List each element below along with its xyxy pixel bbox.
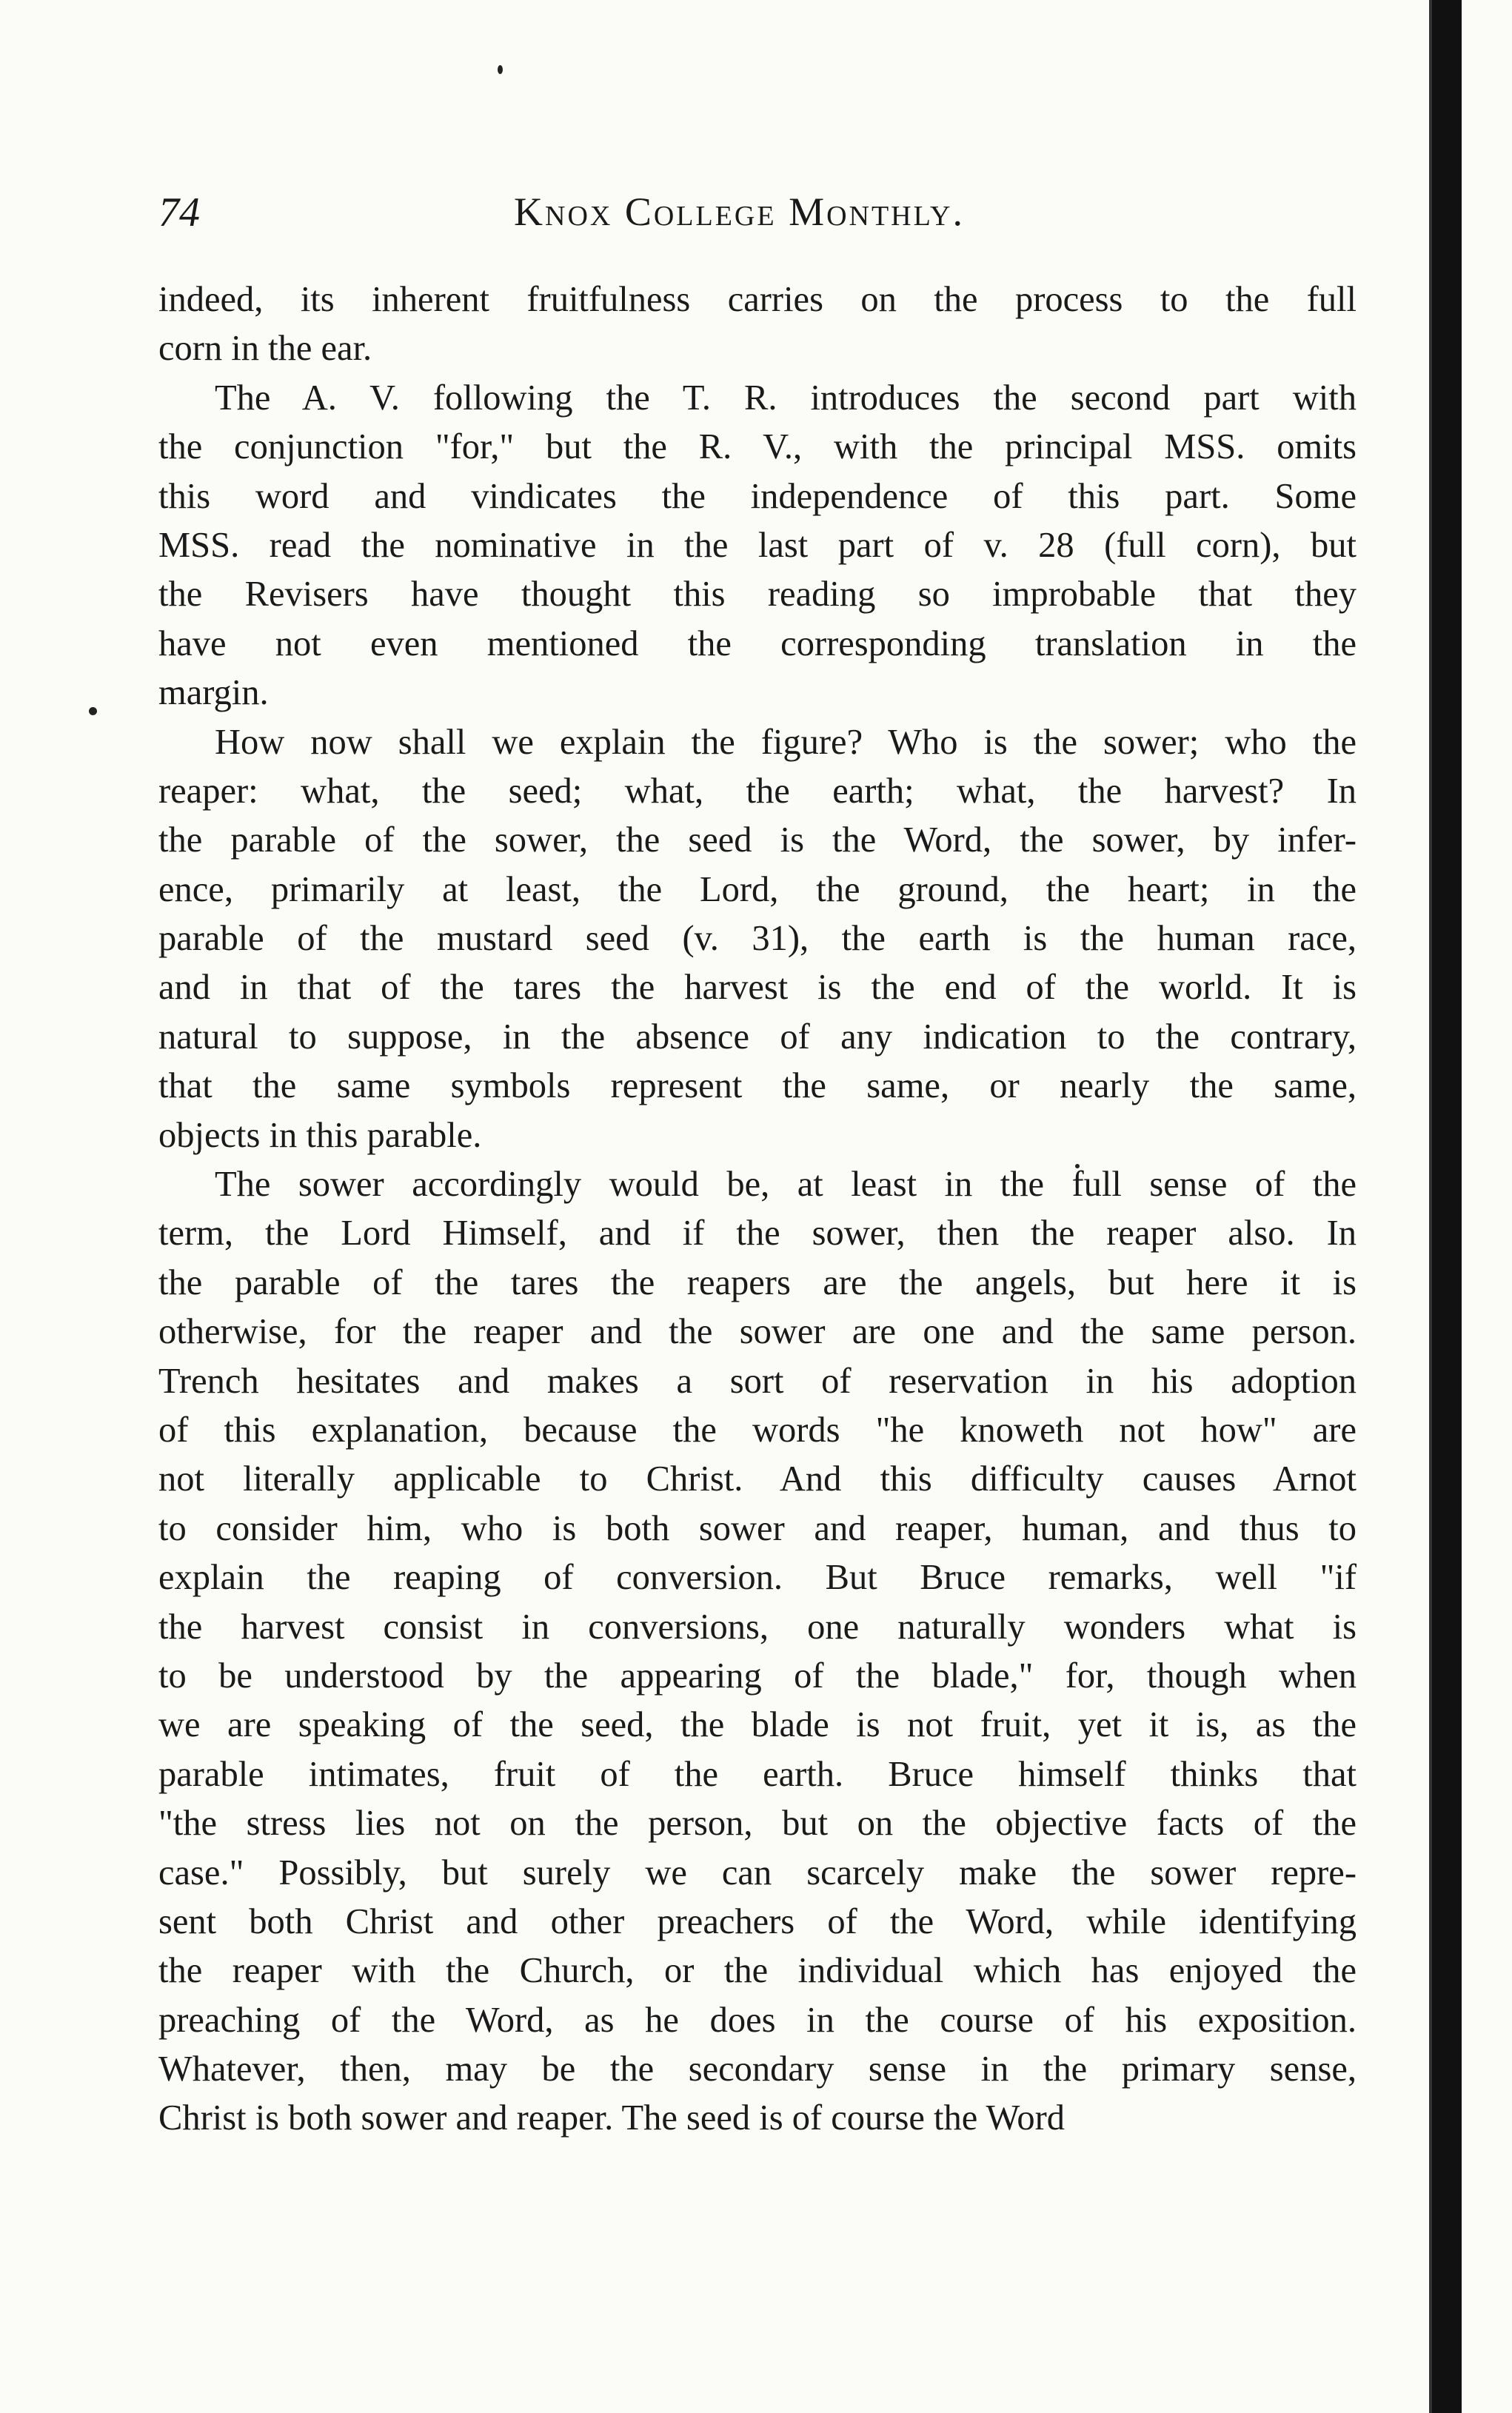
text-line: and in that of the tares the harvest is the end of the world. It is: [158, 968, 1357, 1008]
text-line: The sower accordingly would be, at least in the full sense of the: [215, 1165, 1357, 1205]
text-line: Whatever, then, may be the secondary sense in the primary sense,: [158, 2049, 1357, 2089]
text-line: indeed, its inherent fruitfulness carries on the process to the full: [158, 280, 1357, 319]
text-line: the parable of the sower, the seed is the Word, the sower, by infer-: [158, 820, 1357, 860]
text-line: this word and vindicates the independence of this part. Some: [158, 476, 1357, 516]
text-line: to be understood by the appearing of the blade," for, though when: [158, 1656, 1357, 1696]
text-line: the harvest consist in conversions, one naturally wonders what is: [158, 1607, 1357, 1647]
text-line: parable intimates, fruit of the earth. Bruce himself thinks that: [158, 1754, 1357, 1794]
text-line: that the same symbols represent the same, or nearly the same,: [158, 1066, 1357, 1106]
text-line: the conjunction "for," but the R. V., with the principal MSS. omits: [158, 427, 1357, 467]
text-line: objects in this parable.: [158, 1115, 482, 1155]
text-line: of this explanation, because the words "he knoweth not how" are: [158, 1410, 1357, 1450]
text-line: Trench hesitates and makes a sort of reservation in his adoption: [158, 1361, 1357, 1401]
text-line: "the stress lies not on the person, but on the objective facts of the: [158, 1804, 1357, 1844]
text-line: The A. V. following the T. R. introduces the second part with: [215, 378, 1357, 418]
page-header: [158, 189, 1343, 248]
text-line: the reaper with the Church, or the individual which has enjoyed the: [158, 1951, 1357, 1991]
text-line: term, the Lord Himself, and if the sower, then the reaper also. In: [158, 1214, 1357, 1254]
text-line: the parable of the tares the reapers are the angels, but here it is: [158, 1262, 1357, 1302]
text-line: otherwise, for the reaper and the sower are one and the same person.: [158, 1312, 1357, 1352]
text-line: not literally applicable to Christ. And this difficulty causes Arnot: [158, 1459, 1357, 1499]
running-title: Knox College Monthly.: [514, 190, 965, 234]
scan-speck: [89, 707, 97, 715]
text-line: to consider him, who is both sower and reaper, human, and thus to: [158, 1508, 1357, 1548]
text-line: ence, primarily at least, the Lord, the ground, the heart; in the: [158, 869, 1357, 909]
text-line: the Revisers have thought this reading so improbable that they: [158, 575, 1357, 615]
text-line: parable of the mustard seed (v. 31), the earth is the human race,: [158, 919, 1357, 959]
text-line: reaper: what, the seed; what, the earth; what, the harvest? In: [158, 771, 1357, 811]
text-line: preaching of the Word, as he does in the course of his exposition.: [158, 2000, 1357, 2040]
text-line: natural to suppose, in the absence of any indication to the contrary,: [158, 1017, 1357, 1057]
page-number: 74: [158, 190, 200, 235]
text-line: explain the reaping of conversion. But Bruce remarks, well "if: [158, 1558, 1357, 1598]
text-line: have not even mentioned the corresponding translation in the: [158, 623, 1357, 663]
scan-speck: [498, 65, 503, 74]
text-line: Christ is both sower and reaper. The seed is of course the Word: [158, 2098, 1066, 2138]
text-line: sent both Christ and other preachers of the Word, while identifying: [158, 1901, 1357, 1941]
text-line: How now shall we explain the figure? Who is the sower; who the: [215, 722, 1357, 762]
text-line: MSS. read the nominative in the last part of v. 28 (full corn), but: [158, 525, 1357, 565]
text-line: we are speaking of the seed, the blade is not fruit, yet it is, as the: [158, 1705, 1357, 1745]
text-line: case." Possibly, but surely we can scarcely make the sower repre-: [158, 1853, 1357, 1892]
scan-edge-bar: [1429, 0, 1462, 2413]
text-line: margin.: [158, 673, 269, 713]
text-line: corn in the ear.: [158, 329, 372, 369]
body-text: [158, 275, 1357, 2143]
